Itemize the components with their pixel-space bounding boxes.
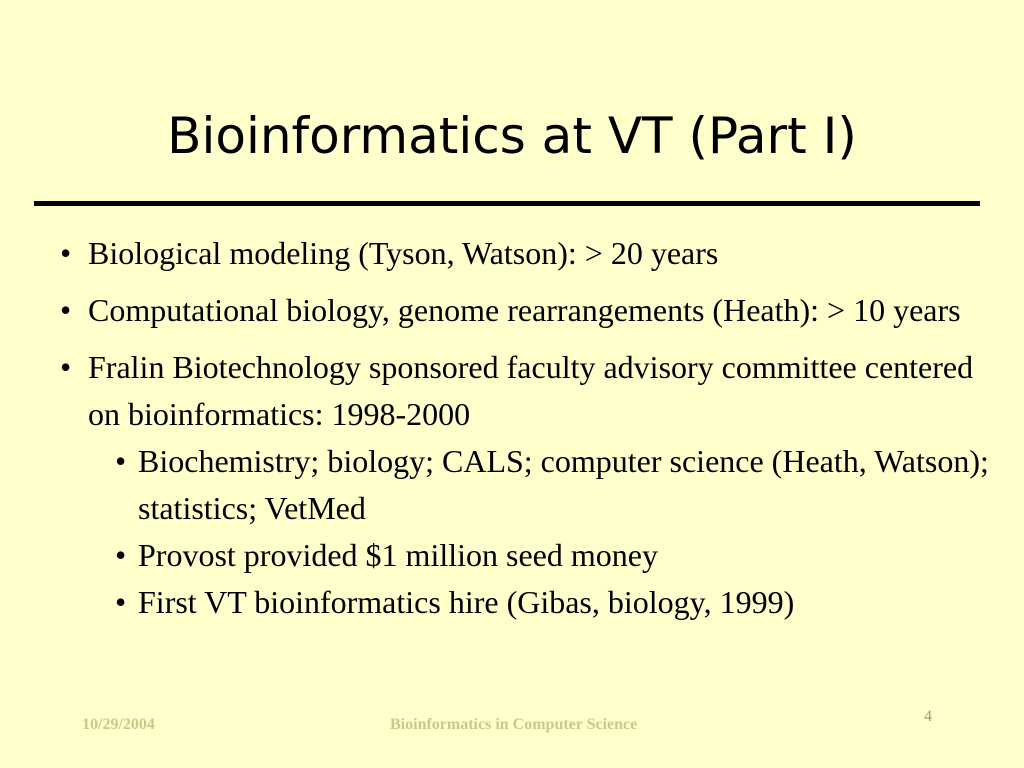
bullet-item xyxy=(60,287,1000,334)
bullet-item xyxy=(60,230,1000,277)
slide-body xyxy=(60,230,1000,626)
bullet-icon: • xyxy=(115,537,127,573)
bullet-icon: • xyxy=(60,235,72,271)
footer-title: Bioinformatics in Computer Science xyxy=(390,716,638,733)
sub-bullet-text: Provost provided $1 million seed money xyxy=(138,537,658,573)
bullet-text: Fralin Biotechnology sponsored faculty advisory committee centered on bioinformatics: 1998-2000 xyxy=(88,349,974,432)
bullet-text: Computational biology, genome rearrangements (Heath): > 10 years xyxy=(88,292,961,328)
sub-bullet-text: Biochemistry; biology; CALS; computer science (Heath, Watson); statistics; VetMed xyxy=(138,443,989,526)
title-divider xyxy=(34,201,980,206)
sub-bullet-text: First VT bioinformatics hire (Gibas, biology, 1999) xyxy=(138,584,795,620)
footer-date: 10/29/2004 xyxy=(82,716,155,733)
bullet-text: Biological modeling (Tyson, Watson): > 20 years xyxy=(88,235,719,271)
bullet-icon: • xyxy=(60,349,72,385)
page-number: 4 xyxy=(924,708,932,725)
sub-bullet-item xyxy=(115,438,1000,532)
sub-bullet-item xyxy=(115,532,1000,579)
slide-title: Bioinformatics at VT (Part I) xyxy=(167,107,857,165)
bullet-icon: • xyxy=(60,292,72,328)
bullet-item xyxy=(60,344,1000,438)
sub-bullet-item xyxy=(115,579,1000,626)
bullet-icon: • xyxy=(115,443,127,479)
bullet-icon: • xyxy=(115,584,127,620)
